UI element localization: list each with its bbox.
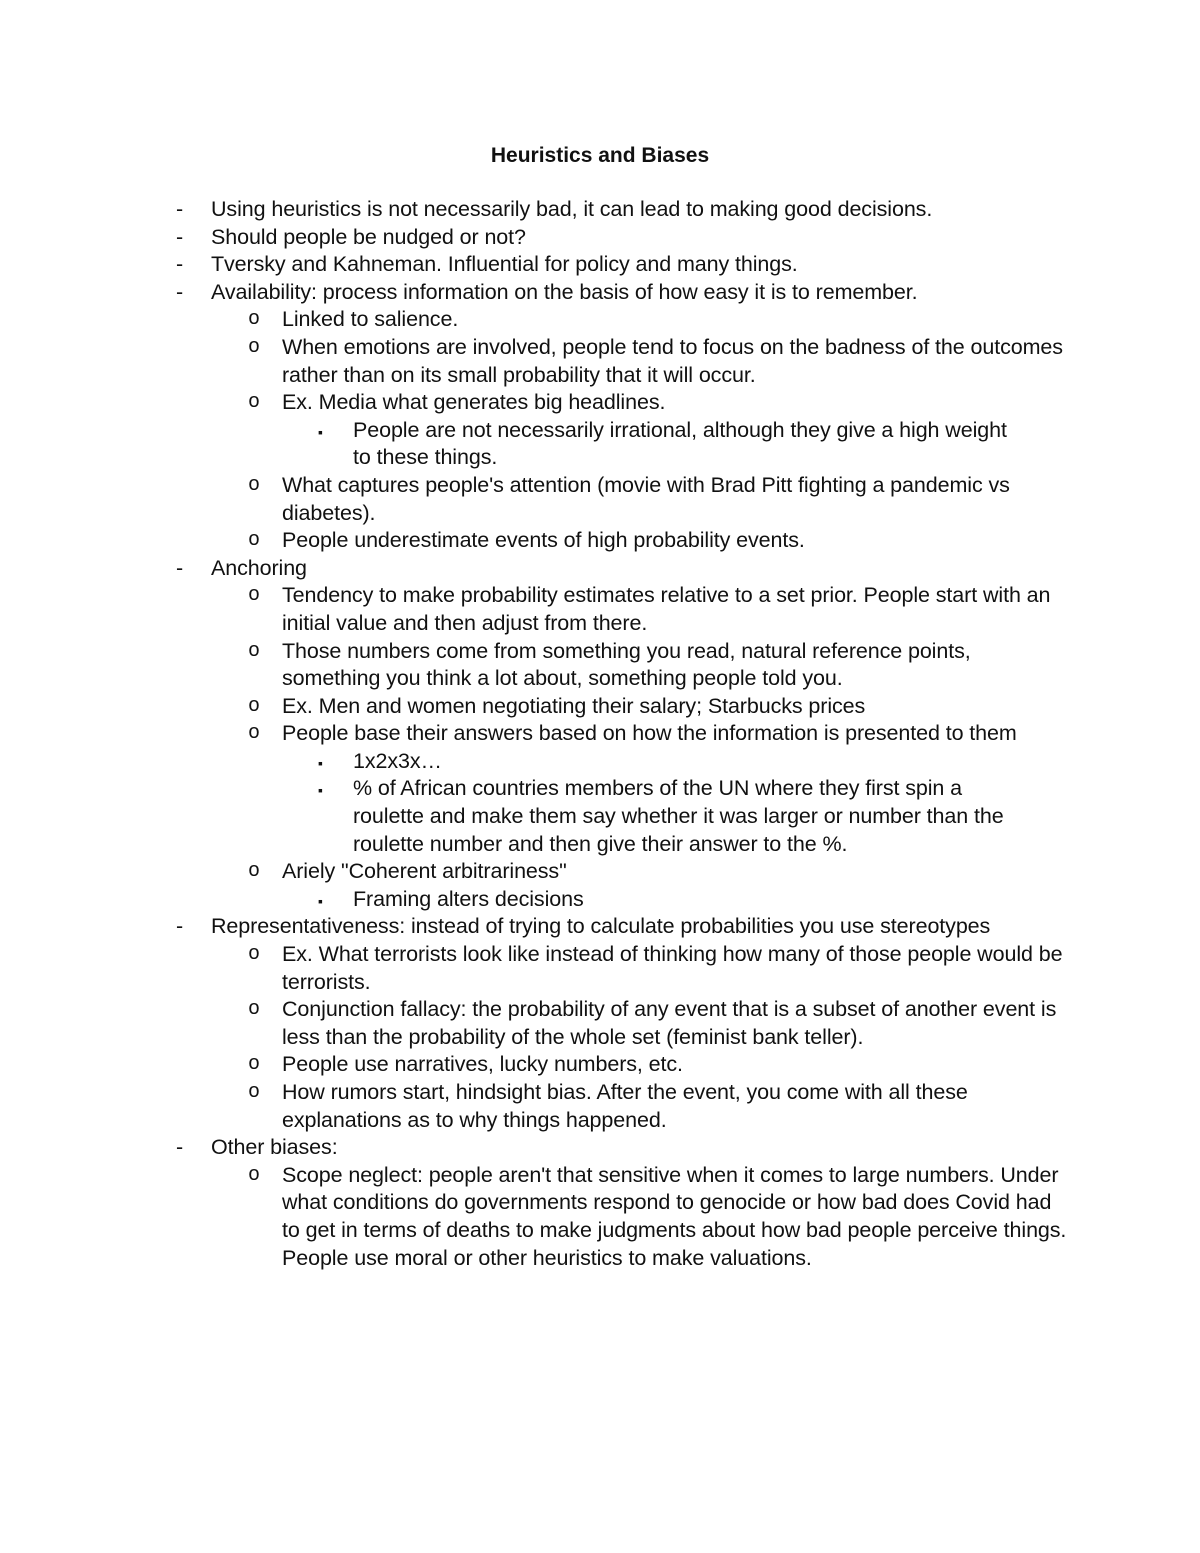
list-item-text: Those numbers come from something you read, natural reference points, something you think a lot about, something people told you. [282,638,971,691]
list-item [0,417,1200,472]
circle-bullet-icon: o [248,529,260,553]
list-item-text: Ex. Men and women negotiating their salary; Starbucks prices [282,693,866,718]
list-item-text: Scope neglect: people aren't that sensitive when it comes to large numbers. Under what conditions do governments respond to genocide or how bad does Covid had to get in terms of deaths to make judgments about how bad people perceive things. People use moral or other heuristics to make valuations. [282,1162,1067,1270]
circle-bullet-icon: o [248,473,260,497]
dash-bullet-icon: - [176,279,184,304]
list-item-text: 1x2x3x… [353,748,442,773]
list-item [0,858,1200,886]
list-item-text: Tversky and Kahneman. Influential for policy and many things. [211,252,798,277]
dash-bullet-icon: - [176,252,184,277]
list-item-text: When emotions are involved, people tend to focus on the badness of the outcomes rather than on its small probability that it will occur. [282,334,1063,387]
bullet-list [0,196,1200,1272]
list-item [0,306,1200,334]
list-item [0,913,1200,941]
circle-bullet-icon: o [248,639,260,663]
square-bullet-icon: ▪ [318,782,323,799]
circle-bullet-icon: o [248,694,260,718]
dash-bullet-icon: - [176,224,184,249]
square-bullet-icon: ▪ [318,892,323,909]
list-item-text: Availability: process information on the basis of how easy it is to remember. [211,279,918,304]
list-item-text: Other biases: [211,1135,338,1160]
list-item-text: People use narratives, lucky numbers, etc. [282,1052,683,1077]
list-item-text: Anchoring [211,555,307,580]
circle-bullet-icon: o [248,943,260,967]
list-item [0,748,1200,776]
list-item [0,527,1200,555]
list-item [0,693,1200,721]
list-item [0,251,1200,279]
circle-bullet-icon: o [248,308,260,332]
circle-bullet-icon: o [248,722,260,746]
square-bullet-icon: ▪ [318,423,323,440]
list-item-text: Linked to salience. [282,307,459,332]
list-item-text: Ariely "Coherent arbitrariness" [282,859,567,884]
list-item-text: Framing alters decisions [353,886,584,911]
list-item-text: Should people be nudged or not? [211,224,526,249]
list-item-text: Conjunction fallacy: the probability of any event that is a subset of another event is less than the probability of the whole set (feminist bank teller). [282,997,1057,1049]
list-item-text: Using heuristics is not necessarily bad, it can lead to making good decisions. [211,197,933,221]
dash-bullet-icon: - [176,1135,184,1160]
page-title: Heuristics and Biases [490,144,710,167]
list-item [0,638,1200,693]
list-item-text: Ex. What terrorists look like instead of thinking how many of those people would be terrorists. [282,942,1063,994]
list-item [0,720,1200,748]
circle-bullet-icon: o [248,1081,260,1104]
list-item-text: Ex. Media what generates big headlines. [282,390,666,415]
list-item [0,775,1200,858]
list-item [0,334,1200,389]
list-item [0,1051,1200,1079]
list-item [0,196,1200,224]
list-item [0,941,1200,996]
list-item [0,279,1200,307]
list-item [0,224,1200,252]
square-bullet-icon: ▪ [318,754,323,771]
list-item [0,1162,1200,1272]
dash-bullet-icon: - [176,197,184,221]
circle-bullet-icon: o [248,1163,260,1187]
list-item [0,886,1200,914]
list-item [0,582,1200,637]
list-item [0,1079,1200,1134]
list-item-text: Representativeness: instead of trying to calculate probabilities you use stereotypes [211,914,991,939]
list-item-text: People are not necessarily irrational, although they give a high weight to these things. [353,417,1007,470]
circle-bullet-icon: o [248,584,260,608]
list-item-text: What captures people's attention (movie with Brad Pitt fighting a pandemic vs diabetes). [282,472,1010,525]
list-item-text: People base their answers based on how the information is presented to them [282,721,1017,746]
list-item [0,389,1200,417]
list-item [0,1134,1200,1162]
list-item-text: How rumors start, hindsight bias. After the event, you come with all these explanations as to why things happened. [282,1080,968,1132]
list-item-text: % of African countries members of the UN where they first spin a roulette and make them say whether it was larger or number than the roulette number and then give their answer to the %. [353,776,1004,856]
circle-bullet-icon: o [248,391,260,415]
circle-bullet-icon: o [248,1053,260,1077]
circle-bullet-icon: o [248,860,260,884]
circle-bullet-icon: o [248,335,260,359]
list-item [0,555,1200,583]
list-item-text: Tendency to make probability estimates relative to a set prior. People start with an initial value and then adjust from there. [282,583,1051,635]
list-item [0,472,1200,527]
list-item [0,996,1200,1051]
circle-bullet-icon: o [248,998,260,1022]
dash-bullet-icon: - [176,555,184,580]
dash-bullet-icon: - [176,914,184,939]
list-item-text: People underestimate events of high probability events. [282,528,805,553]
